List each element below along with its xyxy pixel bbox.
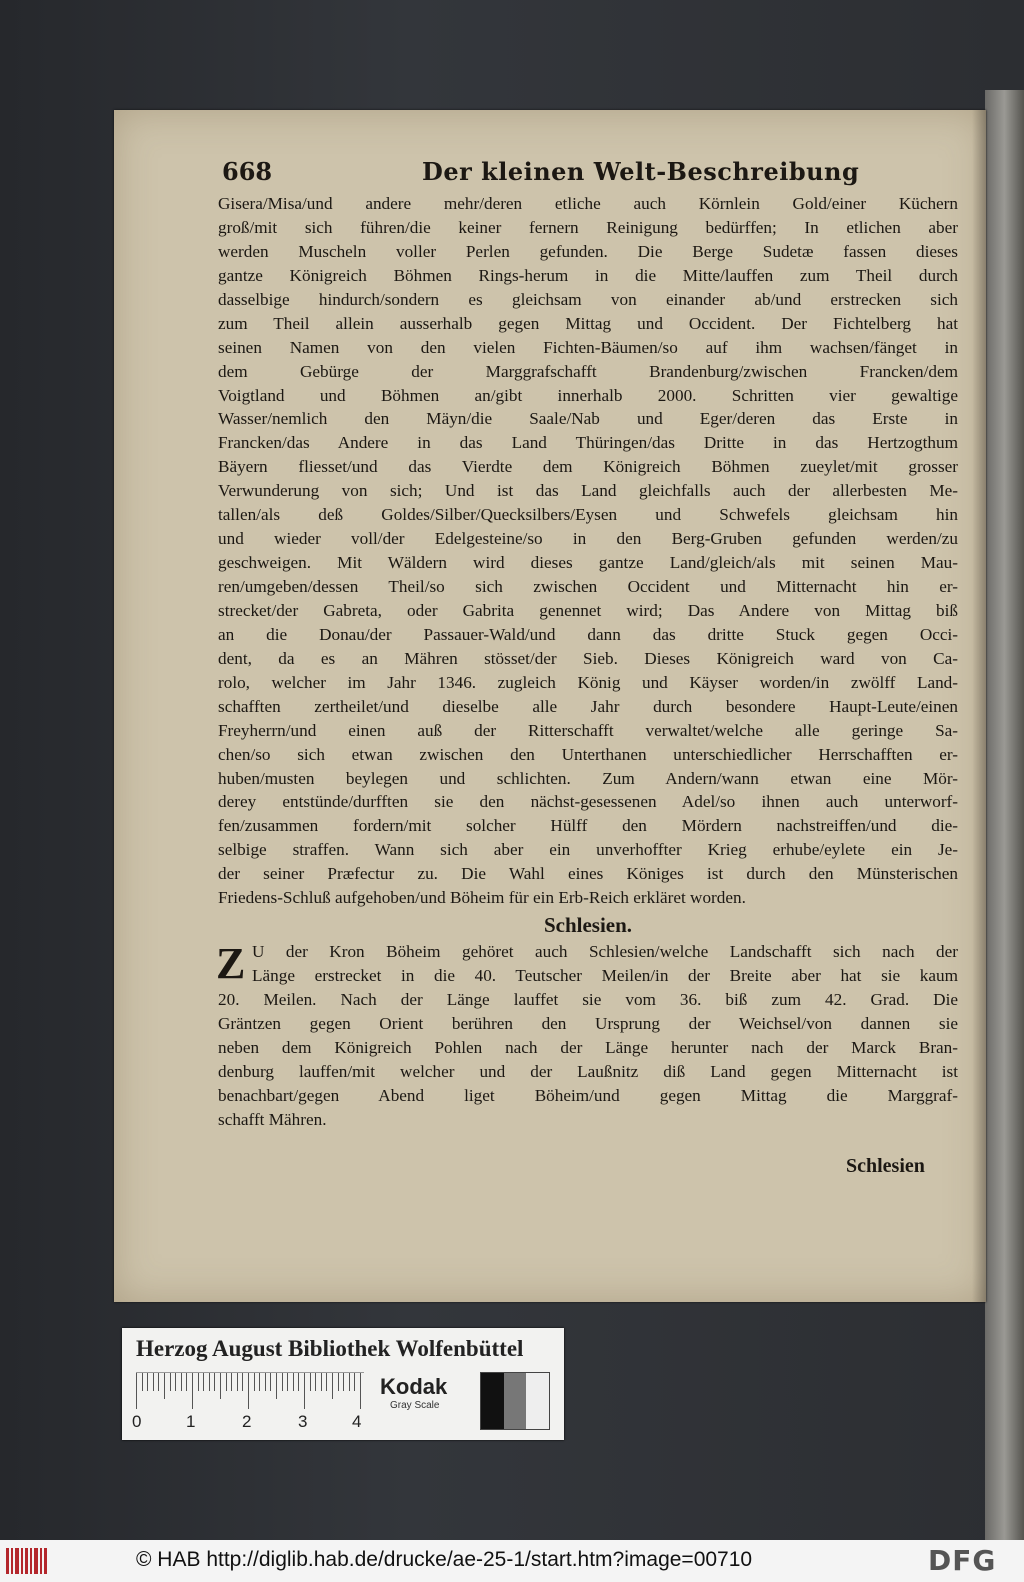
text-line: Francken/das Andere in das Land Thüringen/das Dritte in das Hertzogthum bbox=[218, 433, 958, 453]
section-heading: Schlesien. bbox=[543, 913, 633, 938]
text-line: dasselbige hindurch/sondern es gleichsam von einander ab/und erstrecken sich bbox=[218, 289, 958, 309]
ruler-tick bbox=[270, 1373, 271, 1391]
ruler-tick bbox=[326, 1373, 327, 1391]
text-line: 20. Meilen. Nach der Länge lauffet sie vom 36. biß zum 42. Grad. Die bbox=[218, 990, 958, 1009]
ruler-tick bbox=[181, 1373, 182, 1391]
text-line: werden Muscheln voller Perlen gefunden. Die Berge Sudetæ fassen dieses bbox=[218, 241, 958, 261]
catchword: Schlesien bbox=[846, 1155, 925, 1177]
text-line: rolo, welcher im Jahr 1346. zugleich König und Käyser worden/in zwölff Land- bbox=[218, 672, 958, 692]
ruler-tick bbox=[231, 1373, 232, 1391]
patch-black bbox=[481, 1373, 504, 1429]
text-line: selbige straffen. Wann sich aber ein unverhoffter Krieg erhube/eylete ein Je- bbox=[218, 840, 958, 860]
ruler-tick bbox=[276, 1373, 277, 1399]
text-line: Gisera/Misa/und andere mehr/deren etliche auch Körnlein Gold/einer Küchern bbox=[218, 194, 958, 213]
text-line: Bäyern fliesset/und das Vierdte dem Königreich Böhmen zueylet/mit grosser bbox=[218, 457, 958, 477]
ruler-tick bbox=[287, 1373, 288, 1391]
copyright-link[interactable]: © HAB http://diglib.hab.de/drucke/ae-25-1/start.htm?image=00710 bbox=[136, 1548, 753, 1571]
ruler-number: 4 bbox=[352, 1412, 362, 1431]
ruler-number: 1 bbox=[186, 1412, 196, 1431]
drop-cap: Z bbox=[216, 939, 246, 989]
ruler-tick bbox=[349, 1373, 350, 1391]
text-line: derey entstünde/durfften sie den nächst-gesessenen Adel/so ihnen auch unterworf- bbox=[218, 792, 958, 812]
text-line: Friedens-Schluß aufgehoben/und Böheim für ein Erb-Reich erkläret worden. bbox=[218, 888, 746, 908]
ruler-tick bbox=[338, 1373, 339, 1391]
page-number: 668 bbox=[222, 157, 273, 186]
ruler-tick bbox=[214, 1373, 215, 1391]
text-line: Freyherrn/und einen auß der Ritterschafft verwaltet/welche alle geringe Sa- bbox=[218, 720, 958, 740]
ruler-tick bbox=[343, 1373, 344, 1391]
text-line: seinen Namen von den vielen Fichten-Bäumen/so auf ihm wachsen/fänget in bbox=[218, 337, 958, 357]
body-text bbox=[218, 192, 958, 1132]
page-header bbox=[222, 157, 962, 193]
running-title: Der kleinen Welt-Beschreibung bbox=[422, 157, 860, 186]
color-calibration-card bbox=[122, 1328, 564, 1440]
ruler-tick bbox=[304, 1373, 305, 1409]
text-line: Gräntzen gegen Orient berühren den Ursprung der Weichsel/von dannen sie bbox=[218, 1013, 958, 1033]
text-line: gantze Königreich Böhmen Rings-herum in die Mitte/lauffen zum Theil durch bbox=[218, 265, 958, 285]
ruler-tick bbox=[142, 1373, 143, 1391]
text-line: und wieder voll/der Edelgesteine/so in den Berg-Gruben gefunden werden/zu bbox=[218, 529, 958, 549]
ruler-tick bbox=[354, 1373, 355, 1391]
ruler-tick bbox=[192, 1373, 193, 1409]
ruler-tick bbox=[259, 1373, 260, 1391]
ruler-tick bbox=[175, 1373, 176, 1391]
text-line: Länge erstrecket in die 40. Teutscher Meilen/in der Breite aber hat sie kaum bbox=[252, 966, 958, 986]
paragraph-schlesien bbox=[218, 940, 958, 1132]
text-line: tallen/als deß Goldes/Silber/Quecksilbers/Eysen und Schwefels gleichsam hin bbox=[218, 505, 958, 525]
next-page-edge bbox=[985, 90, 1024, 1540]
ruler-tick bbox=[147, 1373, 148, 1391]
text-line: dent, da es an Mähren stösset/der Sieb. Dieses Königreich ward von Ca- bbox=[218, 648, 958, 668]
ruler-tick bbox=[220, 1373, 221, 1399]
text-line: benachbart/gegen Abend liget Böheim/und gegen Mittag die Marggraf- bbox=[218, 1085, 958, 1105]
ruler-tick bbox=[315, 1373, 316, 1391]
text-line: groß/mit sich führen/die keiner fernern Reinigung bedürffen; In etlichen aber bbox=[218, 217, 958, 237]
text-line: U der Kron Böheim gehöret auch Schlesien/welche Landschafft sich nach der bbox=[252, 942, 958, 962]
text-line: ren/umgeben/dessen Theil/so sich zwischen Occident und Mitternacht hin er- bbox=[218, 577, 958, 596]
ruler-number: 0 bbox=[132, 1412, 142, 1431]
ruler-tick bbox=[186, 1373, 187, 1391]
ruler-tick bbox=[136, 1373, 137, 1409]
page-gutter-shadow bbox=[972, 110, 986, 1302]
ruler-tick bbox=[209, 1373, 210, 1391]
ruler-tick bbox=[293, 1373, 294, 1391]
text-line: neben dem Königreich Pohlen nach der Länge herunter nach der Marck Bran- bbox=[218, 1037, 958, 1057]
ruler-tick bbox=[248, 1373, 249, 1409]
ruler-tick bbox=[198, 1373, 199, 1391]
ruler-tick bbox=[158, 1373, 159, 1391]
ruler-tick bbox=[170, 1373, 171, 1391]
ruler-number: 3 bbox=[298, 1412, 308, 1431]
ruler-tick bbox=[237, 1373, 238, 1391]
ruler-tick bbox=[164, 1373, 165, 1399]
ruler-tick bbox=[282, 1373, 283, 1391]
text-line: der seiner Præfectur zu. Die Wahl eines Königes ist durch den Münsterischen bbox=[218, 864, 958, 884]
ruler-tick bbox=[153, 1373, 154, 1391]
patch-white bbox=[526, 1373, 549, 1429]
text-line: strecket/der Gabreta, oder Gabrita genennet wird; Das Andere von Mittag biß bbox=[218, 600, 958, 620]
text-line: an die Donau/der Passauer-Wald/und dann das dritte Stuck gegen Occi- bbox=[218, 624, 958, 644]
ruler-tick bbox=[298, 1373, 299, 1391]
text-line: chen/so sich etwan zwischen den Unterthanen unterschiedlicher Herrschafften er- bbox=[218, 744, 958, 764]
card-title: Herzog August Bibliothek Wolfenbüttel bbox=[136, 1336, 524, 1361]
gray-scale-patches bbox=[480, 1372, 550, 1430]
scale-ruler bbox=[136, 1372, 364, 1411]
text-line: dem Gebürge der Marggrafschafft Brandenburg/zwischen Francken/dem bbox=[218, 361, 958, 381]
ruler-tick bbox=[226, 1373, 227, 1391]
paragraph-boehmen bbox=[218, 192, 958, 910]
ruler-tick bbox=[254, 1373, 255, 1391]
ruler-tick bbox=[242, 1373, 243, 1391]
text-line: Voigtland und Böhmen an/gibt innerhalb 2000. Schritten vier gewaltige bbox=[218, 385, 958, 405]
text-line: schafften zertheilet/und dieselbe alle Jahr durch besondere Haupt-Leute/einen bbox=[218, 696, 958, 716]
text-line: geschweigen. Mit Wäldern wird dieses gantze Land/gleich/als mit seinen Mau- bbox=[218, 553, 958, 573]
gray-scale-label: Gray Scale bbox=[390, 1400, 440, 1411]
ruler-number: 2 bbox=[242, 1412, 252, 1431]
ruler-tick bbox=[203, 1373, 204, 1391]
dfg-logo: DFG bbox=[928, 1544, 997, 1577]
text-line: zum Theil allein ausserhalb gegen Mittag und Occident. Der Fichtelberg hat bbox=[218, 313, 958, 333]
text-line: fen/zusammen fordern/mit solcher Hülff den Mördern nachstreiffen/und die- bbox=[218, 816, 958, 836]
text-line: huben/musten beylegen und schlichten. Zum Andern/wann etwan eine Mör- bbox=[218, 768, 958, 788]
footer-bar bbox=[0, 1540, 1024, 1582]
ruler-tick bbox=[360, 1373, 361, 1409]
ruler-tick bbox=[265, 1373, 266, 1391]
kodak-logo: Kodak bbox=[380, 1374, 448, 1399]
barcode-icon bbox=[6, 1548, 48, 1574]
ruler-tick bbox=[332, 1373, 333, 1399]
ruler-tick bbox=[321, 1373, 322, 1391]
patch-gray bbox=[504, 1373, 527, 1429]
text-line: Wasser/nemlich den Mäyn/die Saale/Nab und Eger/deren das Erste in bbox=[218, 409, 958, 429]
text-line: schafft Mähren. bbox=[218, 1109, 327, 1129]
text-line: Verwunderung von sich; Und ist das Land gleichfalls auch der allerbesten Me- bbox=[218, 481, 958, 501]
ruler-tick bbox=[310, 1373, 311, 1391]
text-line: denburg lauffen/mit welcher und der Laußnitz diß Land gegen Mitternacht ist bbox=[218, 1061, 958, 1081]
